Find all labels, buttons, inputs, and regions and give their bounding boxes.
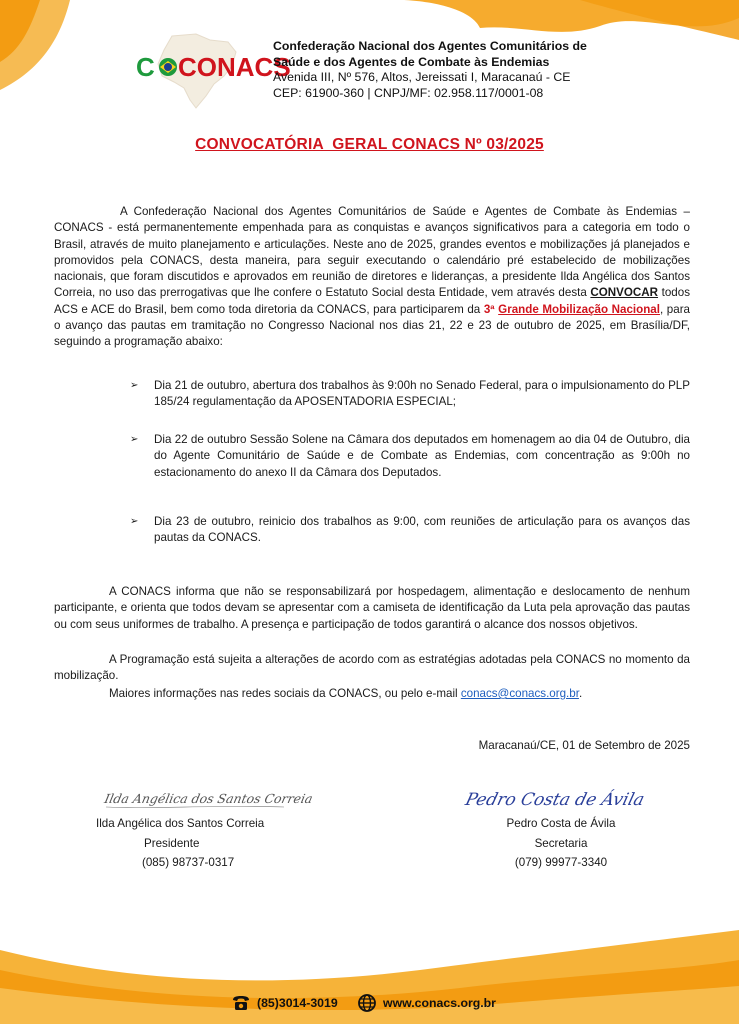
signer-role: Secretaria [534,836,588,850]
header-organization-info [273,39,713,101]
conacs-logo [132,30,291,110]
event-ordinal: 3ª [483,302,495,316]
schedule-item [130,514,690,547]
svg-text:C: C [136,52,155,82]
contact-text-end: . [578,687,583,700]
schedule-item-text: Dia 23 de outubro, reinicio dos trabalhos as 9:00, com reuniões de articulação para os avanços das pautas da CONACS. [154,515,690,545]
event-name: Grande Mobilização Nacional [498,302,660,316]
convocar-emphasis: CONVOCAR [590,286,659,300]
organization-name-line1: Confederação Nacional dos Agentes Comunitários de [273,39,587,53]
signer-phone: (085) 98737-0317 [142,856,235,869]
intro-text-part2: todos ACS e ACE do Brasil, bem como toda diretoria da CONACS, para participarem da [54,286,690,316]
paragraph-intro [54,204,690,351]
arrow-bullet-icon: ➢ [130,434,139,445]
intro-text-part1: A Confederação Nacional dos Agentes Comunitários de Saúde e Agentes de Combate às Endemias – CONACS - está permanentemente empenhada para as conquistas e avanços significativos para a categoria em todo o Brasil, através de muito planejamento e articulações. Neste ano de 2025, grandes eventos e mobilizações já planejados e promovidos pela CONACS, desta maneira, para seguir executando o calendário pré estabelecido de mobilizações nacionais, que foram discutidos e aprovados em reunião de diretores e lideranças, a presidente Ilda Angélica dos Santos Correia, no uso das prerrogativas que lhe confere o Estatuto Social desta Entidade, vem através desta [54,205,690,300]
schedule-item-text: Dia 21 de outubro, abertura dos trabalhos às 9:00h no Senado Federal, para o impulsionamento do PLP 185/24 regulamentação da APOSENTADORIA ESPECIAL; [154,379,690,409]
signer-secretary [486,814,636,873]
arrow-bullet-icon: ➢ [130,380,139,391]
signature-secretary [462,783,652,813]
email-link[interactable]: conacs@conacs.org.br [460,687,579,700]
footer-website[interactable]: www.conacs.org.br [383,996,496,1010]
signer-role: Presidente [144,836,200,850]
logo-letters: CONACS [178,52,291,82]
svg-text:Ilda Angélica dos Santos Corre: Ilda Angélica dos Santos Correia [103,791,315,806]
arrow-bullet-icon: ➢ [130,516,139,527]
svg-text:Pedro Costa de Ávila: Pedro Costa de Ávila [463,790,647,810]
signer-name: Pedro Costa de Ávila [506,817,616,830]
organization-cep-cnpj: CEP: 61900-360 | CNPJ/MF: 02.958.117/0001-08 [273,85,544,100]
intro-text-part3: , para o avanço das pautas em tramitação no Congresso Nacional nos dias 21, 22 e 23 de outubro de 2025, em Brasília/DF, seguindo a programação abaixo: [54,302,691,349]
contact-text: Maiores informações nas redes sociais da CONACS, ou pelo e-mail [109,687,461,700]
paragraph-responsibility [54,584,690,633]
place-and-date: Maracanaú/CE, 01 de Setembro de 2025 [478,739,690,752]
schedule-changes-text: A Programação está sujeita a alterações de acordo com as estratégias adotadas pela CONACS no momento da mobilização. [54,653,690,683]
paragraph-contact [54,686,690,702]
schedule-item-text: Dia 22 de outubro Sessão Solene na Câmara dos deputados em homenagem ao dia 04 de Outubro, dia do Agente Comunitário de Saúde e de Combate as Endemias, com concentração as 9:00h no estacionamento do anexo II da Câmara dos Deputados. [154,433,690,479]
schedule-item [130,378,690,411]
organization-name-line2: Saúde e dos Agentes de Combate às Endemias [273,54,550,69]
signature-president [103,783,315,813]
globe-icon [358,994,376,1012]
signer-phone: (079) 99977-3340 [514,856,608,869]
document-title: CONVOCATÓRIA GERAL CONACS Nº 03/2025 [195,136,544,153]
responsibility-text: A CONACS informa que não se responsabilizará por hospedagem, alimentação e deslocamento de nenhum participante, e orienta que todos devam se apresentar com a camiseta de identificação da Luta pela aprovação das pautas ou com seus uniformes de trabalho. A presença e participação de todos garantirá o alcance dos nossos objetivos. [54,585,690,631]
paragraph-schedule-changes [54,652,690,685]
schedule-item [130,432,690,481]
signer-president [96,814,296,873]
organization-address: Avenida III, Nº 576, Altos, Jereissati I, Maracanaú - CE [273,70,571,85]
telephone-icon [232,995,250,1011]
footer-phone: (85)3014-3019 [257,996,338,1010]
signer-name: Ilda Angélica dos Santos Correia [96,817,265,830]
